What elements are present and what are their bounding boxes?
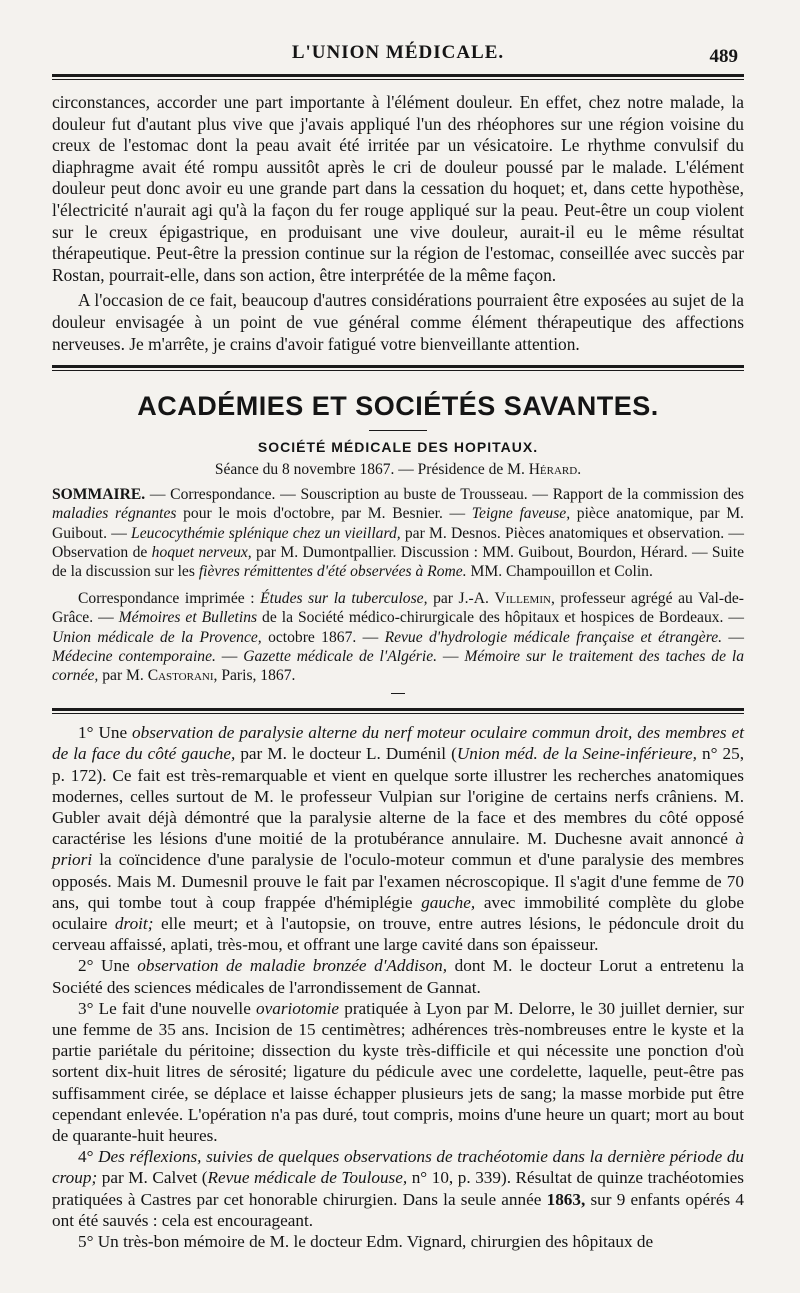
- section-divider: [52, 365, 744, 371]
- running-header: [52, 38, 744, 74]
- short-divider: [369, 430, 427, 431]
- header-rule: [52, 74, 744, 77]
- society-title: SOCIÉTÉ MÉDICALE DES HOPITAUX.: [257, 439, 539, 456]
- summary-paragraph: SOMMAIRE. — Correspondance. — Souscription au buste de Trousseau. — Rapport de la commission des maladies régnantes pour le mois d'octobre, par M. Besnier. — Teigne faveuse, pièce anatomique, par M. Guibout. — Leucocythémie splénique chez un vieillard, par M. Desnos. Pièces anatomiques et observation. — Observation de hoquet nerveux, par M. Dumontpallier. Discussion : MM. Guibout, Bourdon, Hérard. — Suite de la discussion sur les fièvres rémittentes d'été observées à Rome. MM. Champouillon et Colin.: [52, 486, 744, 580]
- section-divider: [52, 708, 744, 714]
- page-number: 489: [709, 46, 738, 67]
- review-item: 5° Un très-bon mémoire de M. le docteur Edm. Vignard, chirurgien des hôpitaux de: [78, 1232, 654, 1252]
- journal-title: L'UNION MÉDICALE.: [291, 42, 505, 63]
- review-item: 2° Une observation de maladie bronzée d'Addison, dont M. le docteur Lorut a entretenu la Société des sciences médicales de l'arrondissement de Gannat.: [52, 956, 744, 997]
- press-review: [52, 722, 744, 1252]
- correspondence-paragraph: Correspondance imprimée : Études sur la tuberculose, par J.-A. Villemin, professeur agrégé au Val-de-Grâce. — Mémoires et Bulletins de la Société médico-chirurgicale des hôpitaux et hospices de Bordeaux. — Union médicale de la Provence, octobre 1867. — Revue d'hydrologie médicale française et étrangère. — Médecine contemporaine. — Gazette médicale de l'Algérie. — Mémoire sur le traitement des taches de la cornée, par M. Castorani, Paris, 1867.: [52, 590, 745, 684]
- session-line: Séance du 8 novembre 1867. — Présidence de M. Hérard.: [214, 461, 582, 479]
- review-item: 4° Des réflexions, suivies de quelques observations de trachéotomie dans la dernière période du croup; par M. Calvet (Revue médicale de Toulouse, n° 10, p. 339). Résultat de quinze trachéotomies pratiquées à Castres par cet honorable chirurgien. Dans la seule année 1863, sur 9 enfants opérés 4 ont été sauvés : cela est encourageant.: [52, 1147, 745, 1230]
- page: [52, 38, 744, 1252]
- short-divider: [391, 693, 405, 694]
- intro-paragraph: A l'occasion de ce fait, beaucoup d'autres considérations pourraient être exposées au sujet de la douleur envisagée à un point de vue général comme élément thérapeutique des affections nerveuses. Je m'arrête, je crains d'avoir fatigué votre bienveillante attention.: [52, 290, 744, 354]
- section-heading: ACADÉMIES ET SOCIÉTÉS SAVANTES.: [137, 391, 659, 422]
- intro-paragraph: circonstances, accorder une part importante à l'élément douleur. En effet, chez notre malade, la douleur fut d'autant plus vive que j'avais appliqué l'un des rhéophores sur une région voisine du creux de l'estomac dont la peau avait été irritée par un vésicatoire. Le rhythme convulsif du diaphragme avait été rompu aussitôt après le cri de douleur poussé par le malade. L'élément douleur peut donc avoir eu une grande part dans la cessation du hoquet; et, dans cette hypothèse, l'électricité n'aurait agi qu'à la façon du fer rouge appliqué sur la peau. Peut-être un coup violent sur le creux épigastrique, en produisant une vive douleur, aurait-il eu le même résultat thérapeutique. Peut-être la pression continue sur la région de l'estomac, conseillée avec succès par Rostan, pourrait-elle, dans son action, être interprétée de la même façon.: [52, 92, 744, 285]
- summary: [52, 485, 744, 685]
- review-item: 3° Le fait d'une nouvelle ovariotomie pratiquée à Lyon par M. Delorre, le 30 juillet dernier, sur une femme de 35 ans. Incision de 15 centimètres; adhérences très-nombreuses entre le kyste et la partie pariétale du péritoine; dissection du kyste très-difficile et qui nécessite une ponction d'où sortent dix-huit litres de sérosité; ligature du pédicule avec une cordelette, laquelle, peut-être pas suffisamment cirée, se déplace et laisse échapper plusieurs jets de sang; la masse morbide put être cependant enlevée. L'opération n'a pas duré, tout compris, moins d'une heure un quart; mort au bout de quarante-huit heures.: [52, 998, 745, 1146]
- review-item: 1° Une observation de paralysie alterne du nerf moteur oculaire commun droit, des membres et de la face du côté gauche, par M. le docteur L. Duménil (Union méd. de la Seine-inférieure, n° 25, p. 172). Ce fait est très-remarquable et vient en quelque sorte illustrer les recherches anatomiques modernes, celles surtout de M. le professeur Vulpian sur l'origine de certains nerfs crâniens. M. Gubler avait déjà démontré que la paralysie alterne de la face et des membres du côté opposé caractérise les lésions d'une moitié de la protubérance annulaire. M. Duchesne avait annoncé à priori la coïncidence d'une paralysie de l'oculo-moteur commun et d'une paralysie des membres opposés. Mais M. Dumesnil prouve le fait par l'examen nécroscopique. Il s'agit d'une femme de 70 ans, qui tombe tout à coup frappée d'hémiplégie gauche, avec immobilité complète du globe oculaire droit; elle meurt; et à l'autopsie, on trouve, entre autres lésions, le pédoncule droit du cerveau affaissé, aplati, très-mou, et offrant une large cavité dans son épaisseur.: [52, 723, 744, 955]
